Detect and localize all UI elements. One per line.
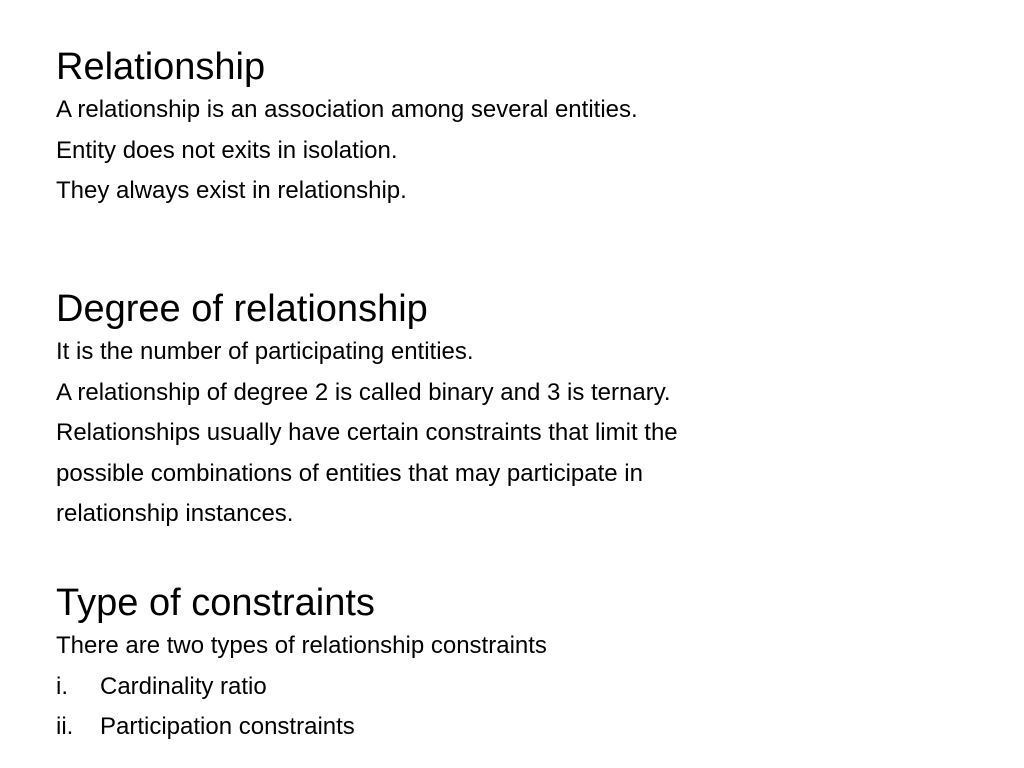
section-relationship xyxy=(56,44,976,212)
section-degree-of-relationship xyxy=(56,286,976,535)
list-item xyxy=(56,667,976,708)
list-item xyxy=(56,707,976,748)
body-line: There are two types of relationship constraints xyxy=(56,632,547,659)
body-line: Relationships usually have certain constraints that limit the xyxy=(56,419,678,446)
list-item-text: Cardinality ratio xyxy=(100,672,267,700)
body-line: Entity does not exits in isolation. xyxy=(56,136,398,164)
section-heading: Degree of relationship xyxy=(56,288,428,330)
body-line: A relationship is an association among several entities. xyxy=(56,96,638,123)
section-type-of-constraints xyxy=(56,580,976,748)
body-line: A relationship of degree 2 is called binary and 3 is ternary. xyxy=(56,378,671,406)
section-heading: Type of constraints xyxy=(56,582,375,624)
list-item-text: Participation constraints xyxy=(100,713,355,740)
list-marker: ii. xyxy=(56,713,74,740)
body-line: relationship instances. xyxy=(56,500,294,527)
list-marker: i. xyxy=(56,672,68,700)
body-line: They always exist in relationship. xyxy=(56,177,407,204)
section-heading: Relationship xyxy=(56,46,266,88)
body-line: It is the number of participating entities. xyxy=(56,338,474,365)
body-line: possible combinations of entities that may participate in xyxy=(56,459,643,487)
